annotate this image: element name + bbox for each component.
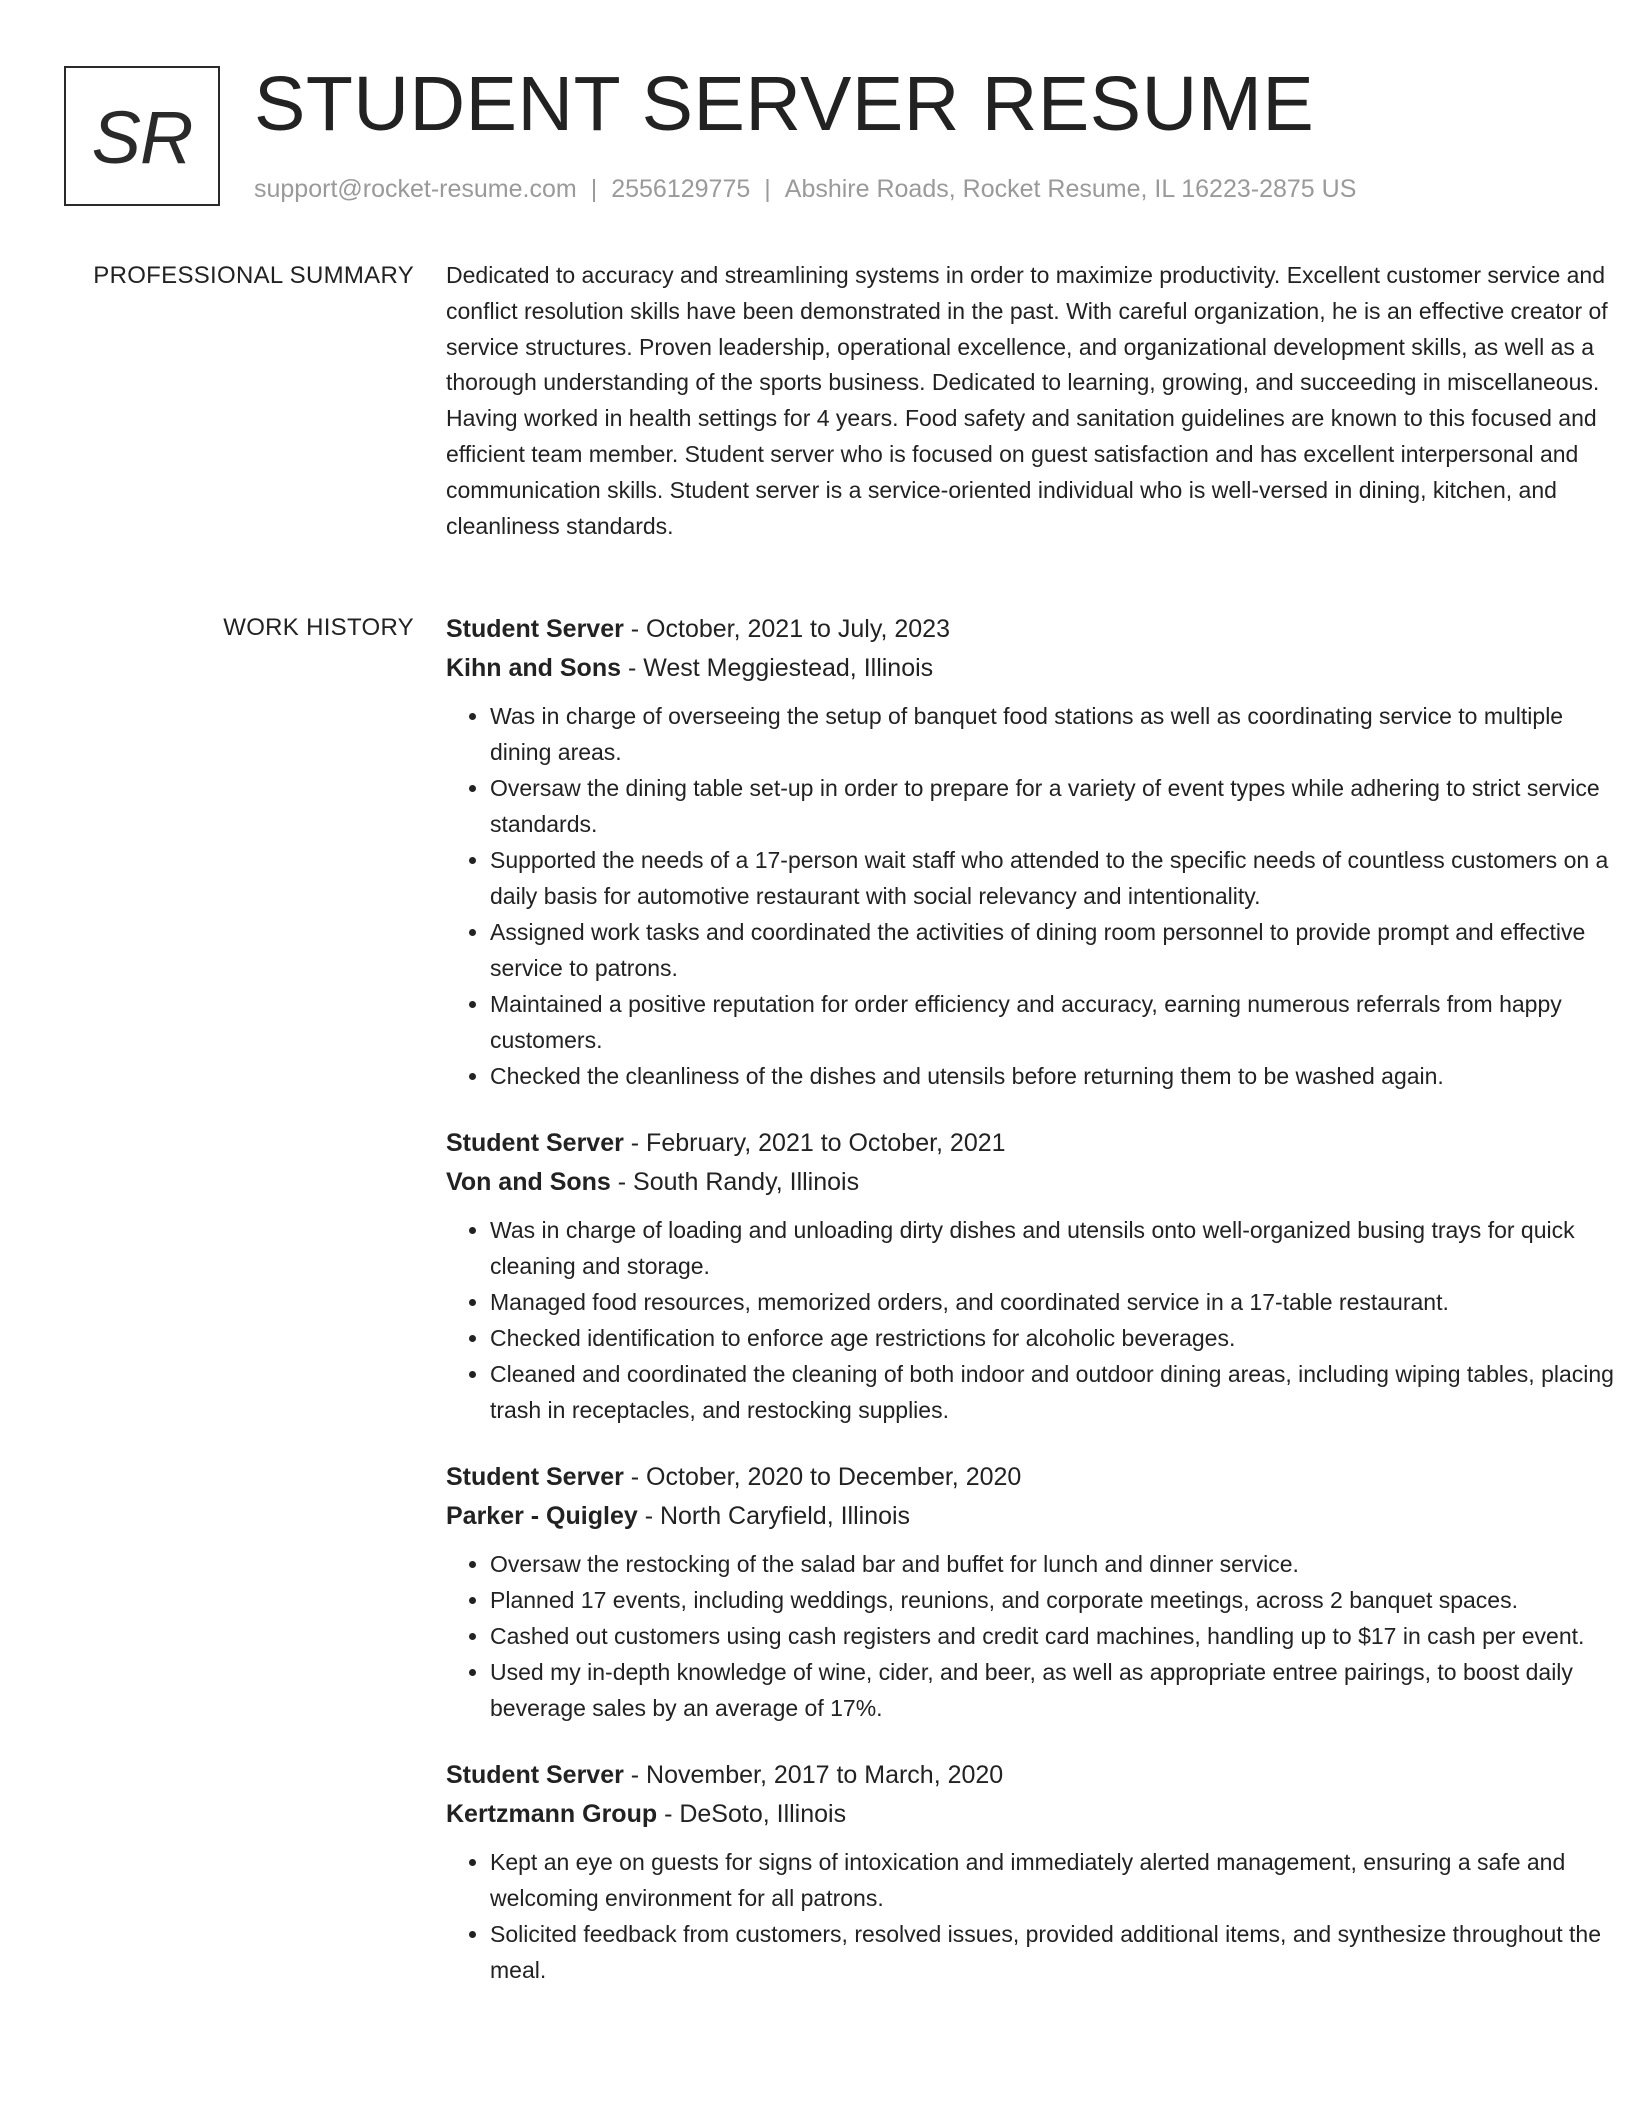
job-bullet: • Maintained a positive reputation for order efficiency and accuracy, earning numerous referrals from happy customers. [490,986,1622,1058]
job-entry [446,1458,1622,1726]
job-title: Student Server [446,1761,624,1789]
job-title-line [446,610,1622,649]
job-location: - North Caryfield, Illinois [637,1502,911,1530]
job-title: Student Server [446,1129,624,1157]
job-bullet: • Checked identification to enforce age restrictions for alcoholic beverages. [490,1320,1622,1356]
monogram-initials: SR [91,96,193,179]
contact-separator: | [764,175,771,203]
job-title-line [446,1756,1622,1795]
job-location: - South Randy, Illinois [610,1168,860,1196]
job-bullets [446,1546,1622,1726]
job-company: Parker - Quigley [446,1502,638,1530]
job-company: Von and Sons [446,1168,611,1196]
job-title: Student Server [446,615,624,643]
job-bullet: • Kept an eye on guests for signs of intoxication and immediately alerted management, ensuring a safe and welcoming environment for all patrons. [490,1844,1622,1916]
job-dates: - October, 2021 to July, 2023 [623,615,950,643]
job-bullets [446,698,1622,1094]
job-entry [446,1756,1622,1988]
job-title: Student Server [446,1463,624,1491]
job-dates: - November, 2017 to March, 2020 [623,1761,1004,1789]
job-bullet: • Planned 17 events, including weddings, reunions, and corporate meetings, across 2 banquet spaces. [490,1582,1622,1618]
job-dates: - February, 2021 to October, 2021 [623,1129,1006,1157]
monogram-box [64,66,220,206]
job-dates: - October, 2020 to December, 2020 [623,1463,1022,1491]
job-bullet: • Used my in-depth knowledge of wine, cider, and beer, as well as appropriate entree pairings, to boost daily beverage sales by an average of 17%. [490,1654,1622,1726]
resume-header [64,61,1568,216]
job-company-line [446,1497,1622,1536]
job-entry [446,1124,1622,1428]
contact-address: Abshire Roads, Rocket Resume, IL 16223-2875 US [784,175,1357,203]
job-bullet: • Assigned work tasks and coordinated the activities of dining room personnel to provide prompt and effective service to patrons. [490,914,1622,986]
job-location: - West Meggiestead, Illinois [621,654,934,682]
section-label-summary: PROFESSIONAL SUMMARY [93,262,414,289]
contact-email: support@rocket-resume.com [254,175,577,203]
job-title-line [446,1458,1622,1497]
summary-text: Dedicated to accuracy and streamlining systems in order to maximize productivity. Excellent customer service and conflict resolution skills have been demonstrated in the past. With careful organization, he is an effective creator of service structures. Proven leadership, operational excellence, and organizational development skills, as well as a thorough understanding of the sports business. Dedicated to learning, growing, and succeeding in miscellaneous. Having worked in health settings for 4 years. Food safety and sanitation guidelines are known to this focused and efficient team member. Student server who is focused on guest satisfaction and has excellent interpersonal and communication skills. Student server is a service-oriented individual who is well-versed in dining, kitchen, and cleanliness standards. [446,262,1608,539]
job-bullet: • Was in charge of overseeing the setup of banquet food stations as well as coordinating service to multiple dining areas. [490,698,1622,770]
resume-title: STUDENT SERVER RESUME [254,61,1315,147]
job-bullet: • Was in charge of loading and unloading dirty dishes and utensils onto well-organized busing trays for quick cleaning and storage. [490,1212,1622,1284]
section-label-work-history: WORK HISTORY [223,614,414,641]
job-company-line [446,1163,1622,1202]
job-entry [446,610,1622,1094]
job-company-line [446,1795,1622,1834]
job-company: Kihn and Sons [446,654,621,682]
job-bullets [446,1212,1622,1428]
job-bullet: • Solicited feedback from customers, resolved issues, provided additional items, and synthesize throughout the meal. [490,1916,1622,1988]
job-bullet: • Cashed out customers using cash registers and credit card machines, handling up to $17 in cash per event. [490,1618,1622,1654]
work-history-list [446,610,1622,2018]
contact-line [254,174,1356,204]
job-company-line [446,649,1622,688]
job-bullet: • Checked the cleanliness of the dishes and utensils before returning them to be washed again. [490,1058,1622,1094]
job-bullets [446,1844,1622,1988]
job-bullet: • Cleaned and coordinated the cleaning of both indoor and outdoor dining areas, including wiping tables, placing trash in receptacles, and restocking supplies. [490,1356,1622,1428]
contact-phone: 2556129775 [611,175,751,203]
job-bullet: • Managed food resources, memorized orders, and coordinated service in a 17-table restaurant. [490,1284,1622,1320]
job-title-line [446,1124,1622,1163]
contact-separator: | [590,175,598,203]
job-bullet: • Oversaw the dining table set-up in order to prepare for a variety of event types while adhering to strict service standards. [490,770,1622,842]
job-location: - DeSoto, Illinois [657,1800,847,1828]
job-bullet: • Supported the needs of a 17-person wait staff who attended to the specific needs of countless customers on a daily basis for automotive restaurant with social relevancy and intentionality. [490,842,1622,914]
job-bullet: • Oversaw the restocking of the salad bar and buffet for lunch and dinner service. [490,1546,1622,1582]
job-company: Kertzmann Group [446,1800,658,1828]
